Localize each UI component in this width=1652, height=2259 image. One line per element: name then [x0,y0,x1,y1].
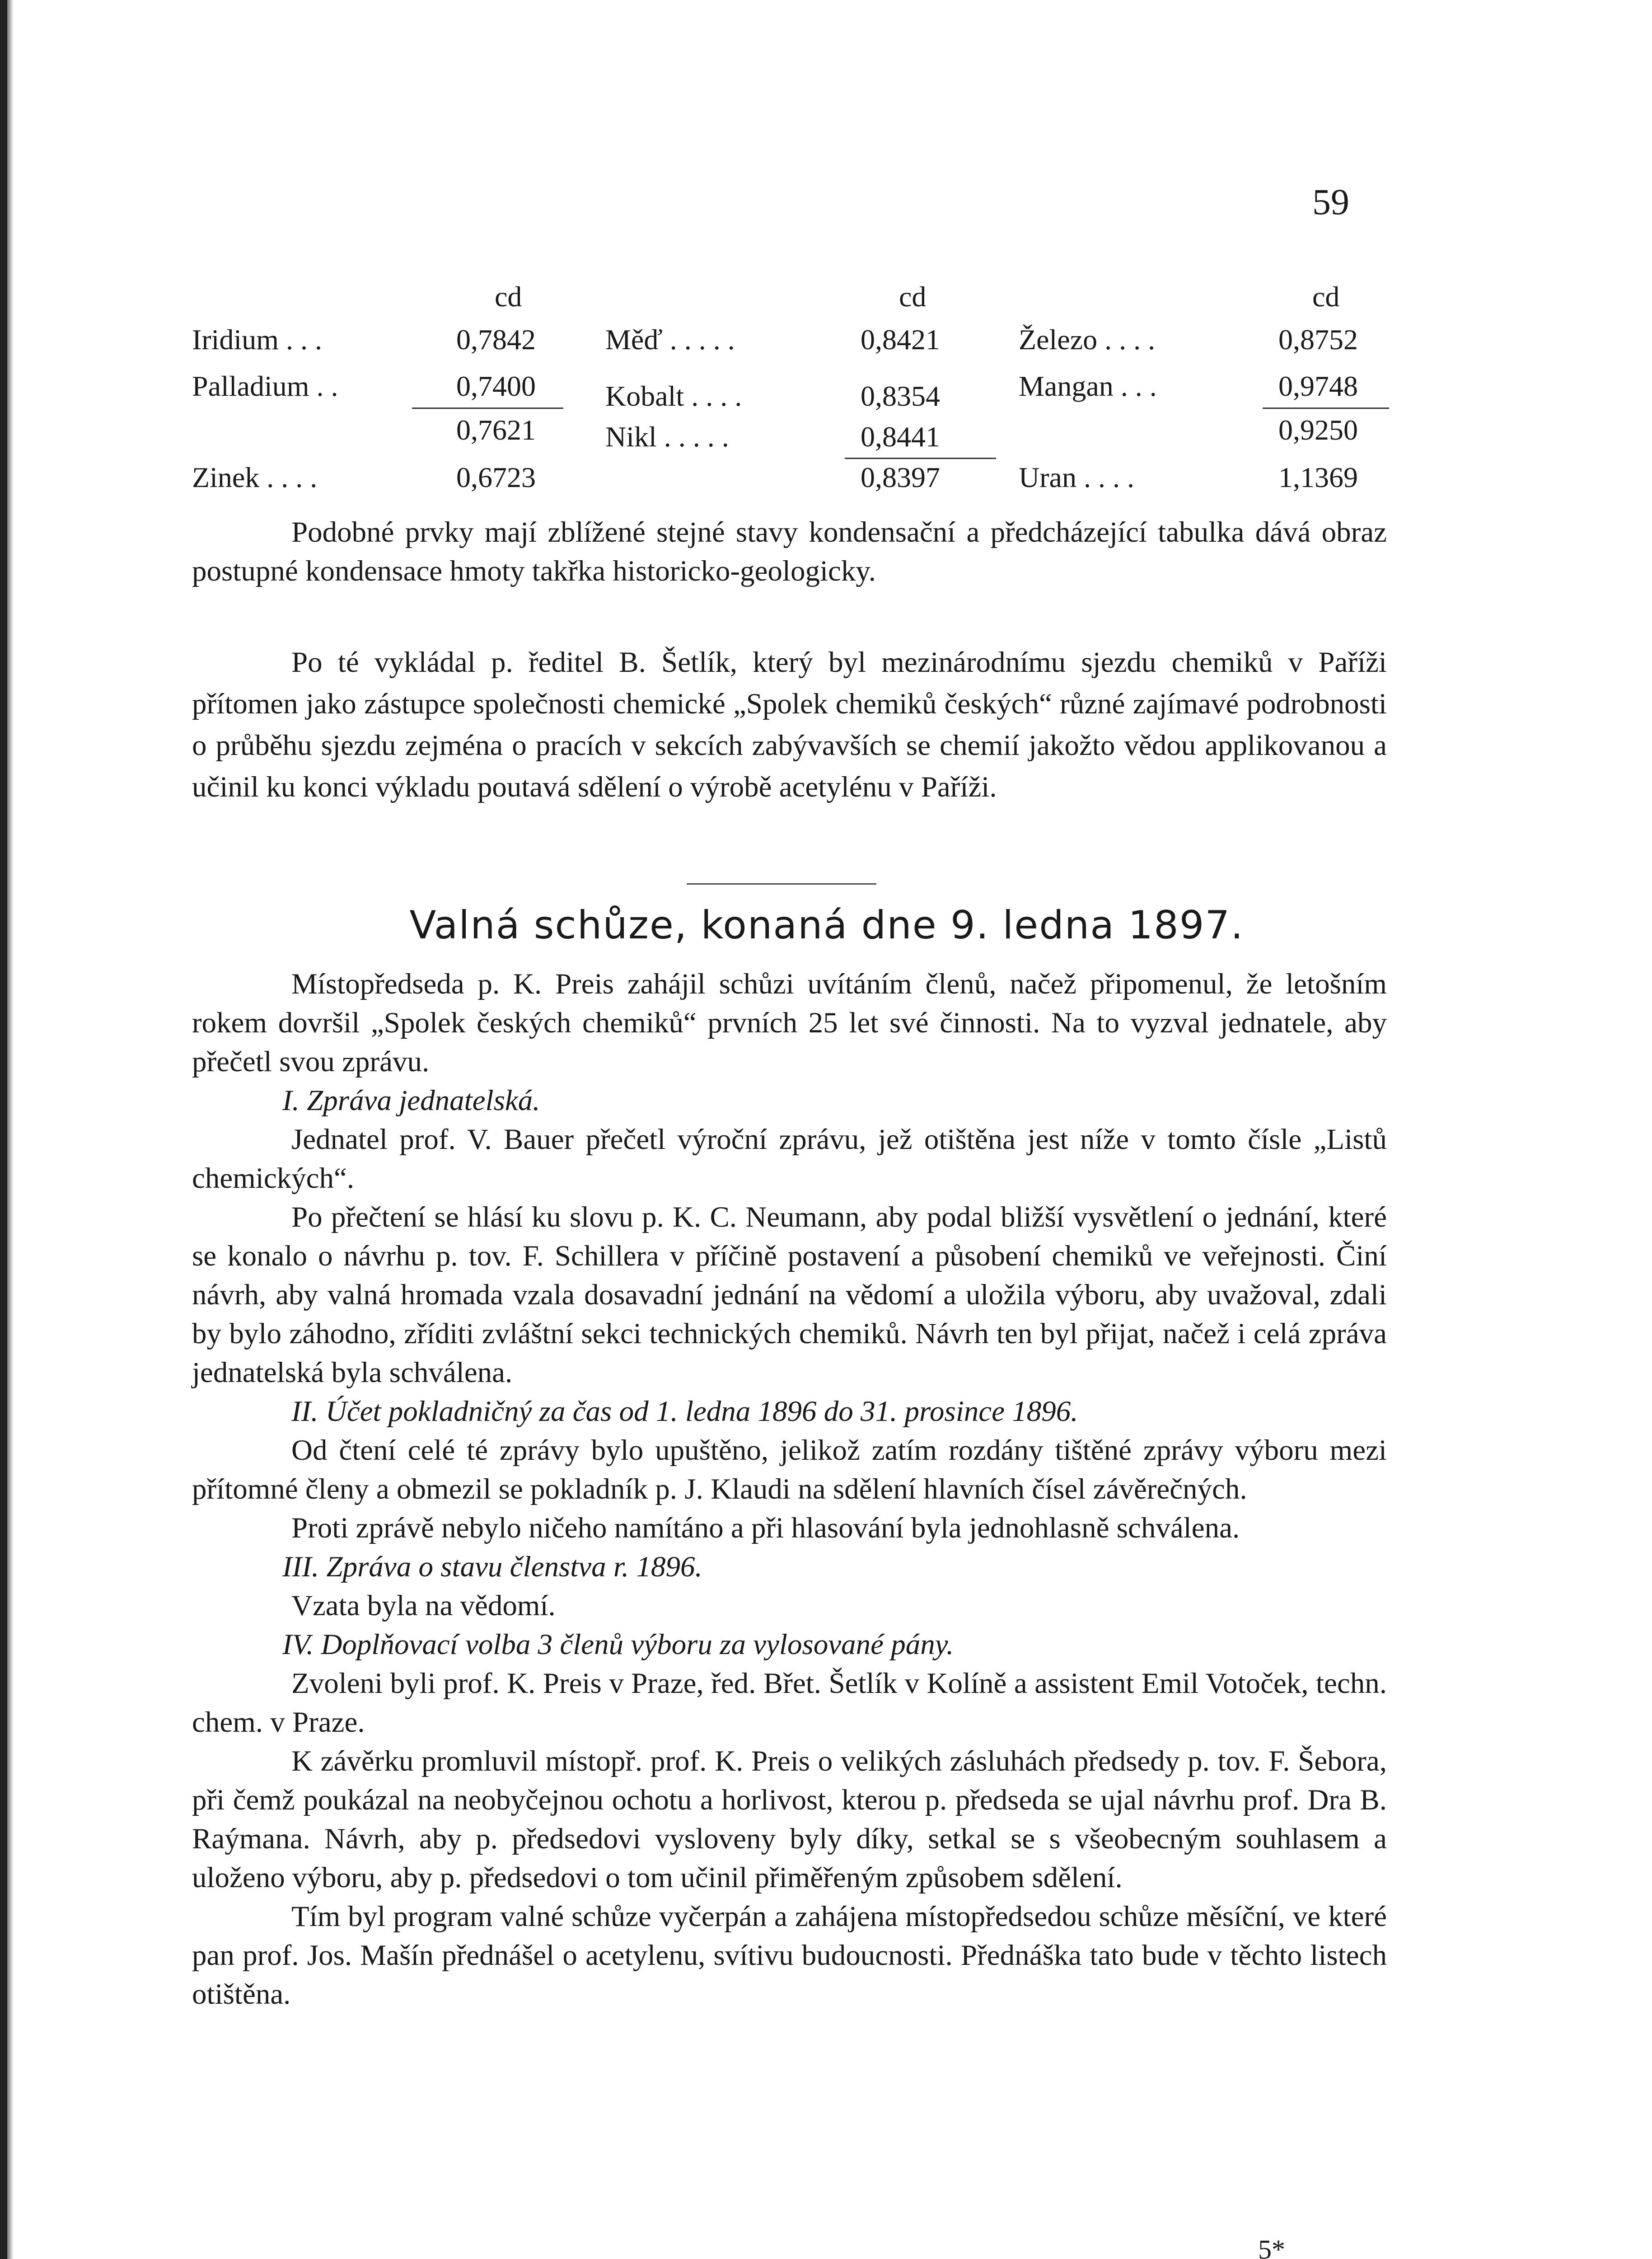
sum-rule [1263,408,1389,409]
page-number: 59 [1312,181,1349,222]
table-value: 0,8441 [861,421,940,453]
unit-header-col1: cd [495,281,522,313]
table-value: 0,8421 [861,323,940,356]
minutes-opening: Místopředseda p. K. Preis zahájil schůzi uvítáním členů, načež připomenul, že letošním rokem dovršil „Spolek českých chemiků“ prvních 25 let své činnosti. Na to vyzval jednatele, aby přečetl svou zprávu. [192,968,1387,1078]
table-average: 0,9250 [1278,414,1358,446]
table-row: Nikl . . . . . [605,421,729,453]
minutes-neumann: Po přečtení se hlásí ku slovu p. K. C. Neumann, aby podal bližší vysvětlení o jednání, které se konalo o návrhu p. tov. F. Schillera v příčině postavení a působení chemiků ve veřejnosti. Činí návrh, aby valná hromada vzala dosavadní jednání na vědomí a uložila výboru, aby uvažoval, zdali by bylo záhodno, zříditi zvláštní sekci technických chemiků. Návrh ten byl přijat, načež i celá zpráva jednatelská byla schválena. [192,1201,1387,1389]
table-value: 1,1369 [1278,461,1358,493]
table-row: Iridium . . . [192,323,322,356]
subheading-1: I. Zpráva jednatelská. [282,1084,540,1117]
table-value: 0,8752 [1278,323,1358,356]
table-average: 0,7621 [456,414,536,446]
unit-header-col2: cd [899,281,927,313]
minutes-accounts: Od čtení celé té zprávy bylo upuštěno, jelikož zatím rozdány tištěné zprávy výboru mezi přítomné členy a obmezil se pokladník p. J. Klaudi na sdělení hlavních čísel závěrečných. [192,1434,1387,1505]
unit-header-col3: cd [1312,281,1340,313]
table-row: Uran . . . . [1019,461,1134,493]
table-row: Měď . . . . . [605,323,735,356]
printer-signature: 5* [1258,2235,1285,2259]
minutes-vote: Proti zprávě nebylo ničeho namítáno a při hlasování byla jednohlasně schválena. [291,1512,1240,1544]
sum-rule [412,408,563,409]
minutes-program: Tím byl program valné schůze vyčerpán a zahájena místopředsedou schůze měsíční, ve které pan prof. Jos. Mašín přednášel o acetylenu, svítivu budoucnosti. Přednáška tato bude v těchto listech otištěna. [192,1900,1387,2011]
subheading-3: III. Zpráva o stavu členstva r. 1896. [282,1551,702,1583]
sum-rule [845,458,996,459]
table-value: 0,7842 [456,323,536,356]
subheading-4: IV. Doplňovací volba 3 členů výboru za vylosované pány. [282,1628,954,1661]
minutes-closing: K závěrku promluvil místopř. prof. K. Preis o velikých zásluhách předsedy p. tov. F. Šebora, při čemž poukázal na neobyčejnou ochotu a horlivost, kterou p. předseda se ujal návrhu prof. Dra B. Raýmana. Návrh, aby p. předsedovi vysloveny byly díky, setkal se s všeobecným souhlasem a uloženo výboru, aby p. předsedovi o tom učinil přiměřeným způsobem sdělení. [192,1745,1387,1894]
paragraph-setlik: Po té vykládal p. ředitel B. Šetlík, který byl mezinárodnímu sjezdu chemiků v Paříži přítomen jako zástupce společnosti chemické „Spolek chemiků českých“ různé zajímavé podrobnosti o průběhu sjezdu zejména o pracích v sekcích zabývavších se chemií jakožto vědou applikovanou a učinil ku konci výkladu poutavá sdělení o výrobě acetylénu v Paříži. [192,646,1387,803]
book-spine [0,0,7,2259]
minutes-report: Jednatel prof. V. Bauer přečetl výroční zprávu, jež otištěna jest níže v tomto čísle „Listů chemických“. [192,1123,1387,1195]
table-row: Železo . . . . [1019,323,1156,356]
table-row: Zinek . . . . [192,461,318,493]
meeting-minutes [192,965,1387,2014]
table-average: 0,8397 [861,461,940,493]
spine-shadow [7,0,14,2259]
minutes-election: Zvoleni byli prof. K. Preis v Praze, řed. Břet. Šetlík v Kolíně a assistent Emil Votoček, techn. chem. v Praze. [192,1667,1387,1739]
table-row: Mangan . . . [1019,370,1157,402]
section-heading: Valná schůze, konaná dne 9. ledna 1897. [409,903,1244,948]
table-row: Palladium . . [192,370,338,402]
section-divider [687,883,876,885]
table-value: 0,8354 [861,380,940,412]
table-value: 0,7400 [456,370,536,402]
minutes-membership: Vzata byla na vědomí. [291,1589,556,1622]
paragraph-kondensace: Podobné prvky mají zblížené stejné stavy kondensační a předcházející tabulka dává obraz postupné kondensace hmoty takřka historicko-geologicky. [192,516,1387,587]
table-value: 0,9748 [1278,370,1358,402]
subheading-2: II. Účet pokladničný za čas od 1. ledna 1896 do 31. prosince 1896. [291,1395,1078,1428]
table-row: Kobalt . . . . [605,380,742,412]
table-value: 0,6723 [456,461,536,493]
